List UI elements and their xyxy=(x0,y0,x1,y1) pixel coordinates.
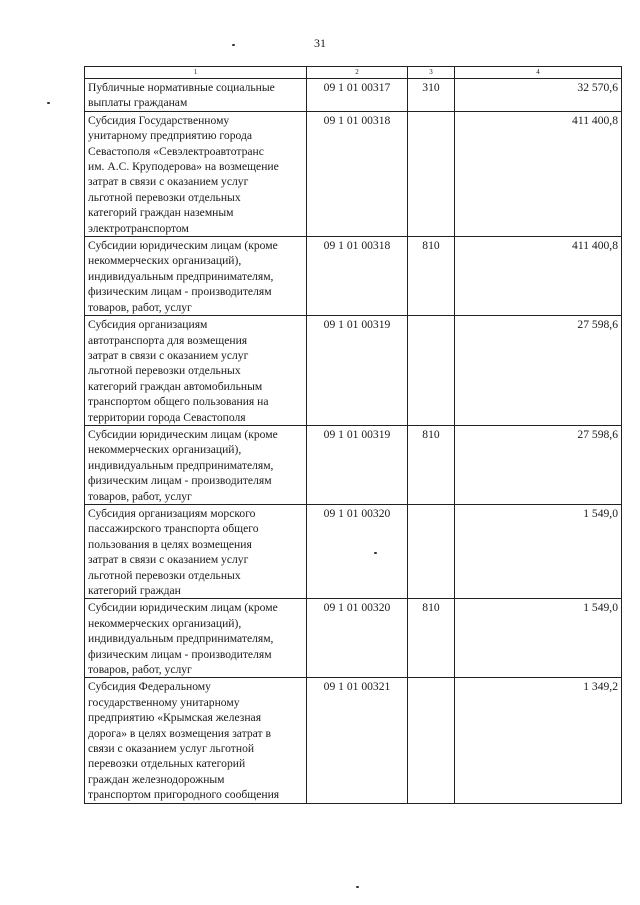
table-row xyxy=(85,425,622,504)
column-header-1: 1 xyxy=(85,67,307,79)
row-amount: 411 400,8 xyxy=(455,237,622,316)
row-code: 09 1 01 00317 xyxy=(307,79,408,112)
row-code: 09 1 01 00319 xyxy=(307,316,408,426)
table-row xyxy=(85,79,622,112)
row-amount: 32 570,6 xyxy=(455,79,622,112)
row-name: Субсидия Государственному унитарному предприятию города Севастополя «Севэлектроавтотранс им. А.С. Круподерова» на возмещение затрат в связи с оказанием услуг льготной перевозки отдельных категорий граждан наземным электротранспортом xyxy=(85,111,307,236)
row-expense-type: 310 xyxy=(408,79,455,112)
scan-speck xyxy=(232,44,235,46)
scan-speck xyxy=(47,102,50,104)
row-name: Субсидия организациям автотранспорта для возмещения затрат в связи с оказанием услуг льготной перевозки отдельных категорий граждан автомобильным транспортом общего пользования на территории города Севастополя xyxy=(85,316,307,426)
budget-table xyxy=(84,66,622,804)
table-row xyxy=(85,504,622,598)
column-header-3: 3 xyxy=(408,67,455,79)
row-name: Публичные нормативные социальные выплаты гражданам xyxy=(85,79,307,112)
row-name: Субсидии юридическим лицам (кроме некоммерческих организаций), индивидуальным предпринимателям, физическим лицам - производителям товаров, работ, услуг xyxy=(85,599,307,678)
table-header-row xyxy=(85,67,622,79)
row-code: 09 1 01 00320 xyxy=(307,504,408,598)
row-name: Субсидии юридическим лицам (кроме некоммерческих организаций), индивидуальным предпринимателям, физическим лицам - производителям товаров, работ, услуг xyxy=(85,237,307,316)
row-amount: 411 400,8 xyxy=(455,111,622,236)
row-amount: 1 349,2 xyxy=(455,678,622,803)
row-expense-type xyxy=(408,316,455,426)
row-amount: 27 598,6 xyxy=(455,316,622,426)
row-expense-type xyxy=(408,678,455,803)
row-amount: 1 549,0 xyxy=(455,504,622,598)
page-number: 31 xyxy=(314,36,326,50)
table-row xyxy=(85,599,622,678)
row-expense-type: 810 xyxy=(408,237,455,316)
column-header-2: 2 xyxy=(307,67,408,79)
row-code: 09 1 01 00320 xyxy=(307,599,408,678)
row-code: 09 1 01 00318 xyxy=(307,237,408,316)
row-code: 09 1 01 00319 xyxy=(307,425,408,504)
row-name: Субсидия Федеральному государственному унитарному предприятию «Крымская железная дорога» в целях возмещения затрат в связи с оказанием услуг льготной перевозки отдельных категорий граждан железнодорожным транспортом пригородного сообщения xyxy=(85,678,307,803)
row-expense-type xyxy=(408,111,455,236)
row-expense-type: 810 xyxy=(408,425,455,504)
row-name: Субсидии юридическим лицам (кроме некоммерческих организаций), индивидуальным предпринимателям, физическим лицам - производителям товаров, работ, услуг xyxy=(85,425,307,504)
row-expense-type xyxy=(408,504,455,598)
scan-speck xyxy=(356,886,359,888)
row-amount: 27 598,6 xyxy=(455,425,622,504)
column-header-4: 4 xyxy=(455,67,622,79)
table-row xyxy=(85,678,622,803)
row-expense-type: 810 xyxy=(408,599,455,678)
table-row xyxy=(85,316,622,426)
row-code: 09 1 01 00321 xyxy=(307,678,408,803)
row-name: Субсидия организациям морского пассажирского транспорта общего пользования в целях возмещения затрат в связи с оказанием услуг льготной перевозки отдельных категорий граждан xyxy=(85,504,307,598)
row-amount: 1 549,0 xyxy=(455,599,622,678)
table-row xyxy=(85,111,622,236)
row-code: 09 1 01 00318 xyxy=(307,111,408,236)
table-row xyxy=(85,237,622,316)
